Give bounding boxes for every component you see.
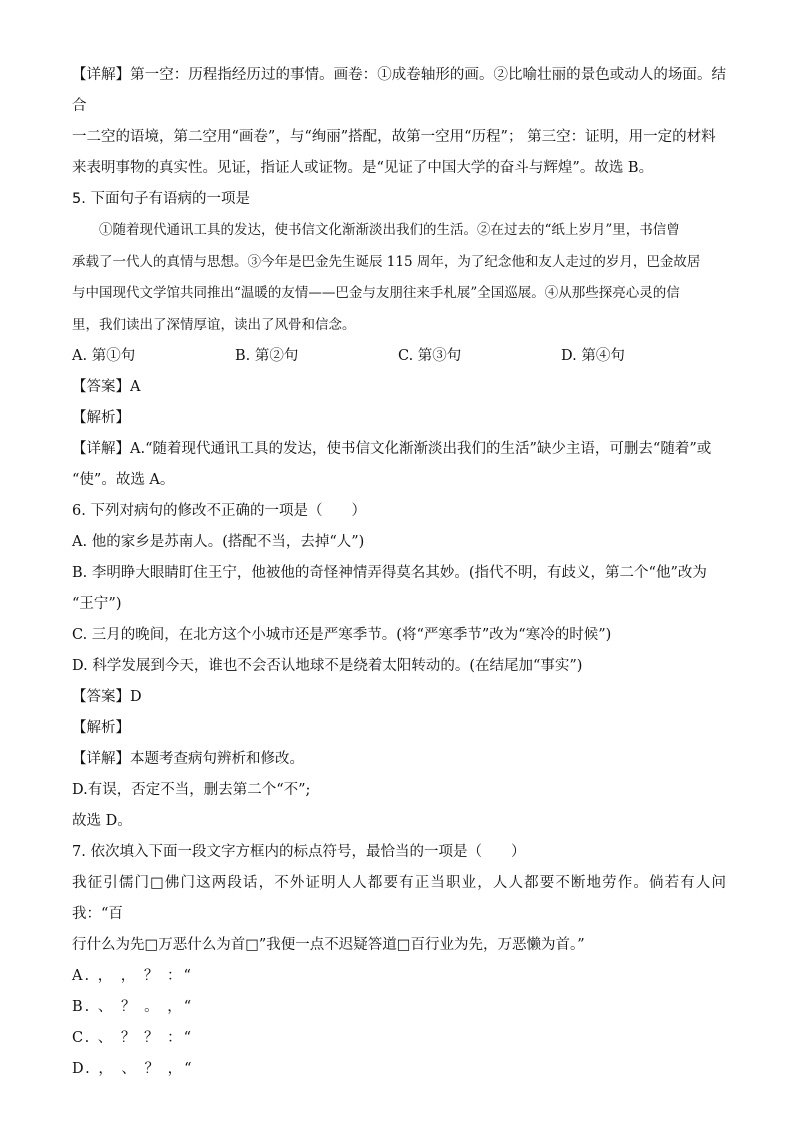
question-stem: 6. 下列对病句的修改不正确的一项是（ ）	[72, 503, 366, 519]
option-a: A. 第①句	[72, 348, 136, 364]
option-b: B. 、 ？ 。 ，“	[72, 999, 194, 1015]
option-d: D. ， 、 ？ ，“	[72, 1061, 194, 1077]
text-line: 来表明事物的真实性。见证，指证人或证物。是“见证了中国大学的奋斗与辉煌”。故选 B。	[72, 160, 654, 176]
answer-options	[72, 341, 726, 372]
detail-line: 【详解】A.“随着现代通讯工具的发达，使书信文化渐渐淡出我们的生活”缺少主语，可删去“随着”或	[72, 441, 712, 457]
option-c: C. 、 ？ ？ ：“	[72, 1030, 194, 1046]
passage-line: 我征引儒门□佛门这两段话，不外证明人人都要有正当职业，人人都要不断地劳作。倘若有人问我：“百	[72, 875, 726, 922]
analysis-label: 【解析】	[72, 720, 130, 736]
option-d: D. 科学发展到今天，谁也不会否认地球不是绕着太阳转动的。(在结尾加“事实”)	[72, 658, 583, 674]
passage-line: 里，我们读出了深情厚谊，读出了风骨和信念。	[72, 316, 356, 333]
question-6	[72, 496, 726, 837]
question-5	[72, 184, 726, 496]
question-stem: 7. 依次填入下面一段文字方框内的标点符号，最恰当的一项是（ ）	[72, 844, 526, 860]
passage-line: 行什么为先□万恶什么为首□”我便一点不迟疑答道□百行业为先，万恶懒为首。”	[72, 937, 585, 953]
option-b: B. 第②句	[235, 348, 299, 364]
q4-explanation	[72, 60, 726, 184]
answer-label: 【答案】A	[72, 379, 141, 395]
option-d: D. 第④句	[561, 348, 625, 364]
detail-line: D.有误，否定不当，删去第二个“不”;	[72, 782, 311, 798]
option-a: A. ， ， ？ ：“	[72, 968, 193, 984]
option-c: C. 三月的晚间，在北方这个小城市还是严寒季节。(将“严寒季节”改为“寒冷的时候”)	[72, 627, 612, 643]
text-line: 【详解】第一空：历程指经历过的事情。画卷：①成卷轴形的画。②比喻壮丽的景色或动人的场面。结合	[72, 67, 726, 114]
option-b: B. 李明睁大眼睛盯住王宁，他被他的奇怪神情弄得莫名其妙。(指代不明，有歧义，第二个“他”改为	[72, 565, 707, 581]
detail-line: 【详解】本题考查病句辨析和修改。	[72, 751, 304, 767]
question-7	[72, 837, 726, 1085]
passage-line: 承载了一代人的真情与思想。③今年是巴金先生诞辰 115 周年，为了纪念他和友人走过的岁月，巴金故居	[72, 253, 701, 270]
detail-line: “使”。故选 A。	[72, 472, 175, 488]
passage-line: 与中国现代文学馆共同推出“温暖的友情——巴金与友朋往来手札展”全国巡展。④从那些探亮心灵的信	[72, 285, 680, 301]
option-b-continued: “王宁”)	[72, 596, 122, 612]
question-passage	[72, 215, 726, 341]
document-content	[72, 60, 726, 1085]
answer-options	[72, 961, 726, 1085]
answer-label: 【答案】D	[72, 689, 142, 705]
text-line: 一二空的语境，第二空用“画卷”，与“绚丽”搭配，故第一空用“历程”； 第三空：证明，用一定的材料	[72, 129, 716, 145]
option-c: C. 第③句	[398, 348, 462, 364]
analysis-label: 【解析】	[72, 410, 130, 426]
detail-line: 故选 D。	[72, 813, 132, 829]
option-a: A. 他的家乡是苏南人。(搭配不当，去掉“人”)	[72, 534, 365, 550]
question-stem: 5. 下面句子有语病的一项是	[72, 191, 250, 207]
passage-line: ①随着现代通讯工具的发达，使书信文化渐渐淡出我们的生活。②在过去的“纸上岁月”里，书信曾	[99, 222, 680, 238]
